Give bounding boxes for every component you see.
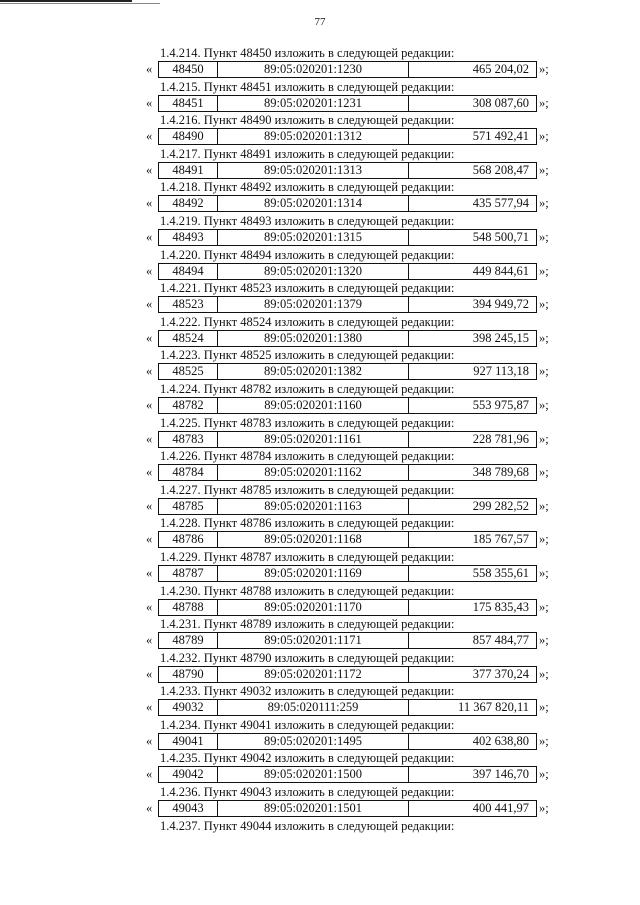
- opening-quote: «: [146, 297, 153, 312]
- amendment-row: [0, 363, 640, 380]
- amendment-item: [0, 416, 640, 450]
- amount-cell: 449 844,61: [472, 263, 529, 278]
- opening-quote: «: [146, 330, 153, 345]
- cadastral-number-cell: 89:05:020201:1379: [218, 297, 409, 312]
- amount-cell: 397 146,70: [472, 767, 529, 782]
- cadastral-number-cell: 89:05:020201:1382: [218, 364, 409, 379]
- opening-quote: «: [146, 700, 153, 715]
- amendment-row: [0, 397, 640, 414]
- amendment-heading: 1.4.215. Пункт 48451 изложить в следующей редакции:: [160, 79, 455, 94]
- item-number-cell: 48494: [159, 264, 218, 279]
- item-number-cell: 49043: [159, 801, 218, 816]
- item-number-cell: 48782: [159, 398, 218, 413]
- amendment-row: [0, 632, 640, 649]
- amendment-item: [0, 516, 640, 550]
- amendment-heading: 1.4.216. Пункт 48490 изложить в следующей редакции:: [160, 113, 455, 128]
- opening-quote: «: [146, 129, 153, 144]
- item-number-cell: 49041: [159, 734, 218, 749]
- amount-cell: 465 204,02: [472, 62, 529, 76]
- opening-quote: «: [146, 465, 153, 480]
- amendment-item: [0, 651, 640, 685]
- table-row: [158, 363, 537, 380]
- opening-quote: «: [146, 364, 153, 379]
- amount-cell: 308 087,60: [472, 95, 529, 110]
- item-number-cell: 48525: [159, 364, 218, 379]
- table-row: [158, 330, 537, 347]
- amendment-list: [0, 46, 640, 852]
- top-rule-secondary: [0, 3, 160, 4]
- amendment-row: [0, 61, 640, 78]
- page-number: 77: [314, 16, 326, 28]
- amendment-row: [0, 195, 640, 212]
- cadastral-number-cell: 89:05:020201:1169: [218, 566, 409, 581]
- cadastral-number-cell: 89:05:020201:1495: [218, 734, 409, 749]
- amount-cell: 11 367 820,11: [458, 700, 529, 715]
- closing-quote: »;: [539, 162, 549, 177]
- amendment-heading: 1.4.231. Пункт 48789 изложить в следующей редакции:: [160, 617, 455, 632]
- amendment-heading: 1.4.220. Пункт 48494 изложить в следующей редакции:: [160, 247, 455, 262]
- opening-quote: «: [146, 767, 153, 782]
- amendment-heading: 1.4.227. Пункт 48785 изложить в следующей редакции:: [160, 482, 455, 497]
- opening-quote: «: [146, 196, 153, 211]
- amount-cell: 548 500,71: [472, 229, 529, 244]
- item-number-cell: 48523: [159, 297, 218, 312]
- amendment-heading: 1.4.226. Пункт 48784 изложить в следующей редакции:: [160, 449, 455, 464]
- item-number-cell: 48786: [159, 532, 218, 547]
- amendment-row: [0, 128, 640, 145]
- amount-cell: 228 781,96: [472, 431, 529, 446]
- amendment-row: [0, 766, 640, 783]
- amendment-item: [0, 315, 640, 349]
- cadastral-number-cell: 89:05:020201:1231: [218, 96, 409, 111]
- closing-quote: »;: [539, 263, 549, 278]
- amendment-item: [0, 785, 640, 819]
- table-row: [158, 666, 537, 683]
- amount-cell: 857 484,77: [472, 633, 529, 648]
- amendment-row: [0, 464, 640, 481]
- closing-quote: »;: [539, 229, 549, 244]
- amount-cell: 299 282,52: [472, 498, 529, 513]
- amendment-row: [0, 599, 640, 616]
- item-number-cell: 48790: [159, 667, 218, 682]
- cadastral-number-cell: 89:05:020201:1501: [218, 801, 409, 816]
- table-row: [158, 296, 537, 313]
- opening-quote: «: [146, 263, 153, 278]
- amount-cell: 377 370,24: [472, 666, 529, 681]
- amendment-item: [0, 281, 640, 315]
- item-number-cell: 48783: [159, 432, 218, 447]
- amendment-item: [0, 113, 640, 147]
- amendment-heading: 1.4.221. Пункт 48523 изложить в следующей редакции:: [160, 281, 455, 296]
- cadastral-number-cell: 89:05:020201:1320: [218, 264, 409, 279]
- cadastral-number-cell: 89:05:020201:1170: [218, 600, 409, 615]
- amendment-heading: 1.4.214. Пункт 48450 изложить в следующей редакции:: [160, 46, 455, 60]
- amendment-item: [0, 718, 640, 752]
- amendment-item: [0, 751, 640, 785]
- closing-quote: »;: [539, 196, 549, 211]
- item-number-cell: 48451: [159, 96, 218, 111]
- item-number-cell: 48784: [159, 465, 218, 480]
- amount-cell: 398 245,15: [472, 330, 529, 345]
- amount-cell: 568 208,47: [472, 162, 529, 177]
- amendment-item: [0, 46, 640, 80]
- amendment-heading: 1.4.219. Пункт 48493 изложить в следующей редакции:: [160, 213, 455, 228]
- table-row: [158, 599, 537, 616]
- closing-quote: »;: [539, 801, 549, 816]
- amendment-row: [0, 263, 640, 280]
- closing-quote: »;: [539, 297, 549, 312]
- amount-cell: 435 577,94: [472, 196, 529, 211]
- item-number-cell: 48785: [159, 499, 218, 514]
- item-number-cell: 48524: [159, 331, 218, 346]
- table-row: [158, 733, 537, 750]
- table-row: [158, 263, 537, 280]
- opening-quote: «: [146, 397, 153, 412]
- closing-quote: »;: [539, 465, 549, 480]
- cadastral-number-cell: 89:05:020201:1163: [218, 499, 409, 514]
- opening-quote: «: [146, 62, 153, 76]
- closing-quote: »;: [539, 95, 549, 110]
- item-number-cell: 48788: [159, 600, 218, 615]
- opening-quote: «: [146, 565, 153, 580]
- amendment-heading: 1.4.235. Пункт 49042 изложить в следующей редакции:: [160, 751, 455, 766]
- cadastral-number-cell: 89:05:020201:1162: [218, 465, 409, 480]
- amendment-heading: 1.4.228. Пункт 48786 изложить в следующей редакции:: [160, 516, 455, 531]
- amendment-item: [0, 819, 640, 853]
- closing-quote: »;: [539, 330, 549, 345]
- closing-quote: »;: [539, 129, 549, 144]
- table-row: [158, 632, 537, 649]
- closing-quote: »;: [539, 666, 549, 681]
- table-row: [158, 95, 537, 112]
- cadastral-number-cell: 89:05:020201:1380: [218, 331, 409, 346]
- cadastral-number-cell: 89:05:020201:1230: [218, 62, 409, 77]
- amendment-item: [0, 449, 640, 483]
- amount-cell: 348 789,68: [472, 465, 529, 480]
- cadastral-number-cell: 89:05:020201:1313: [218, 163, 409, 178]
- opening-quote: «: [146, 733, 153, 748]
- amendment-row: [0, 95, 640, 112]
- closing-quote: »;: [539, 397, 549, 412]
- closing-quote: »;: [539, 733, 549, 748]
- opening-quote: «: [146, 666, 153, 681]
- amendment-item: [0, 584, 640, 618]
- amount-cell: 185 767,57: [472, 532, 529, 547]
- amendment-row: [0, 800, 640, 817]
- amount-cell: 558 355,61: [472, 565, 529, 580]
- amendment-item: [0, 348, 640, 382]
- opening-quote: «: [146, 801, 153, 816]
- opening-quote: «: [146, 229, 153, 244]
- amount-cell: 400 441,97: [472, 801, 529, 816]
- amount-cell: 175 835,43: [472, 599, 529, 614]
- cadastral-number-cell: 89:05:020201:1172: [218, 667, 409, 682]
- table-row: [158, 766, 537, 783]
- amendment-heading: 1.4.223. Пункт 48525 изложить в следующей редакции:: [160, 348, 455, 363]
- amendment-heading: 1.4.217. Пункт 48491 изложить в следующей редакции:: [160, 146, 455, 161]
- amendment-heading: 1.4.225. Пункт 48783 изложить в следующей редакции:: [160, 415, 455, 430]
- table-row: [158, 128, 537, 145]
- amendment-heading: 1.4.234. Пункт 49041 изложить в следующей редакции:: [160, 717, 455, 732]
- cadastral-number-cell: 89:05:020201:1315: [218, 230, 409, 245]
- amount-cell: 571 492,41: [472, 129, 529, 144]
- amendment-row: [0, 699, 640, 716]
- opening-quote: «: [146, 498, 153, 513]
- table-row: [158, 61, 537, 78]
- amendment-row: [0, 531, 640, 548]
- table-row: [158, 565, 537, 582]
- amendment-heading: 1.4.218. Пункт 48492 изложить в следующей редакции:: [160, 180, 455, 195]
- cadastral-number-cell: 89:05:020201:1171: [218, 633, 409, 648]
- opening-quote: «: [146, 162, 153, 177]
- closing-quote: »;: [539, 700, 549, 715]
- item-number-cell: 48493: [159, 230, 218, 245]
- amendment-heading: 1.4.230. Пункт 48788 изложить в следующей редакции:: [160, 583, 455, 598]
- table-row: [158, 699, 537, 716]
- amendment-item: [0, 483, 640, 517]
- item-number-cell: 48789: [159, 633, 218, 648]
- item-number-cell: 48450: [159, 62, 218, 77]
- closing-quote: »;: [539, 599, 549, 614]
- table-row: [158, 464, 537, 481]
- item-number-cell: 48492: [159, 196, 218, 211]
- amendment-row: [0, 330, 640, 347]
- top-rule: [0, 0, 132, 2]
- closing-quote: »;: [539, 62, 549, 76]
- cadastral-number-cell: 89:05:020201:1500: [218, 767, 409, 782]
- amendment-heading: 1.4.236. Пункт 49043 изложить в следующей редакции:: [160, 785, 455, 800]
- amount-cell: 553 975,87: [472, 397, 529, 412]
- amendment-row: [0, 733, 640, 750]
- amendment-item: [0, 550, 640, 584]
- amendment-item: [0, 147, 640, 181]
- opening-quote: «: [146, 431, 153, 446]
- cadastral-number-cell: 89:05:020111:259: [218, 700, 409, 715]
- item-number-cell: 48787: [159, 566, 218, 581]
- amendment-row: [0, 666, 640, 683]
- opening-quote: «: [146, 633, 153, 648]
- cadastral-number-cell: 89:05:020201:1160: [218, 398, 409, 413]
- opening-quote: «: [146, 532, 153, 547]
- amendment-item: [0, 684, 640, 718]
- amendment-heading: 1.4.233. Пункт 49032 изложить в следующей редакции:: [160, 684, 455, 699]
- amount-cell: 402 638,80: [472, 733, 529, 748]
- amendment-heading: 1.4.224. Пункт 48782 изложить в следующей редакции:: [160, 381, 455, 396]
- closing-quote: »;: [539, 364, 549, 379]
- table-row: [158, 531, 537, 548]
- closing-quote: »;: [539, 498, 549, 513]
- amendment-item: [0, 617, 640, 651]
- item-number-cell: 48491: [159, 163, 218, 178]
- opening-quote: «: [146, 95, 153, 110]
- amendment-item: [0, 382, 640, 416]
- amendment-heading: 1.4.229. Пункт 48787 изложить в следующей редакции:: [160, 549, 455, 564]
- amendment-row: [0, 431, 640, 448]
- amendment-heading: 1.4.232. Пункт 48790 изложить в следующей редакции:: [160, 650, 455, 665]
- table-row: [158, 195, 537, 212]
- amount-cell: 927 113,18: [473, 364, 529, 379]
- table-row: [158, 162, 537, 179]
- item-number-cell: 49032: [159, 700, 218, 715]
- table-row: [158, 498, 537, 515]
- cadastral-number-cell: 89:05:020201:1168: [218, 532, 409, 547]
- cadastral-number-cell: 89:05:020201:1312: [218, 129, 409, 144]
- amount-cell: 394 949,72: [472, 297, 529, 312]
- amendment-item: [0, 180, 640, 214]
- closing-quote: »;: [539, 565, 549, 580]
- table-row: [158, 397, 537, 414]
- amendment-row: [0, 296, 640, 313]
- amendment-row: [0, 229, 640, 246]
- cadastral-number-cell: 89:05:020201:1161: [218, 432, 409, 447]
- amendment-item: [0, 248, 640, 282]
- closing-quote: »;: [539, 633, 549, 648]
- amendment-item: [0, 214, 640, 248]
- amendment-heading: 1.4.237. Пункт 49044 изложить в следующей редакции:: [160, 818, 455, 833]
- amendment-row: [0, 162, 640, 179]
- table-row: [158, 431, 537, 448]
- item-number-cell: 49042: [159, 767, 218, 782]
- amendment-item: [0, 80, 640, 114]
- opening-quote: «: [146, 599, 153, 614]
- item-number-cell: 48490: [159, 129, 218, 144]
- closing-quote: »;: [539, 532, 549, 547]
- amendment-row: [0, 565, 640, 582]
- table-row: [158, 800, 537, 817]
- table-row: [158, 229, 537, 246]
- amendment-row: [0, 498, 640, 515]
- closing-quote: »;: [539, 431, 549, 446]
- closing-quote: »;: [539, 767, 549, 782]
- cadastral-number-cell: 89:05:020201:1314: [218, 196, 409, 211]
- amendment-heading: 1.4.222. Пункт 48524 изложить в следующей редакции:: [160, 314, 455, 329]
